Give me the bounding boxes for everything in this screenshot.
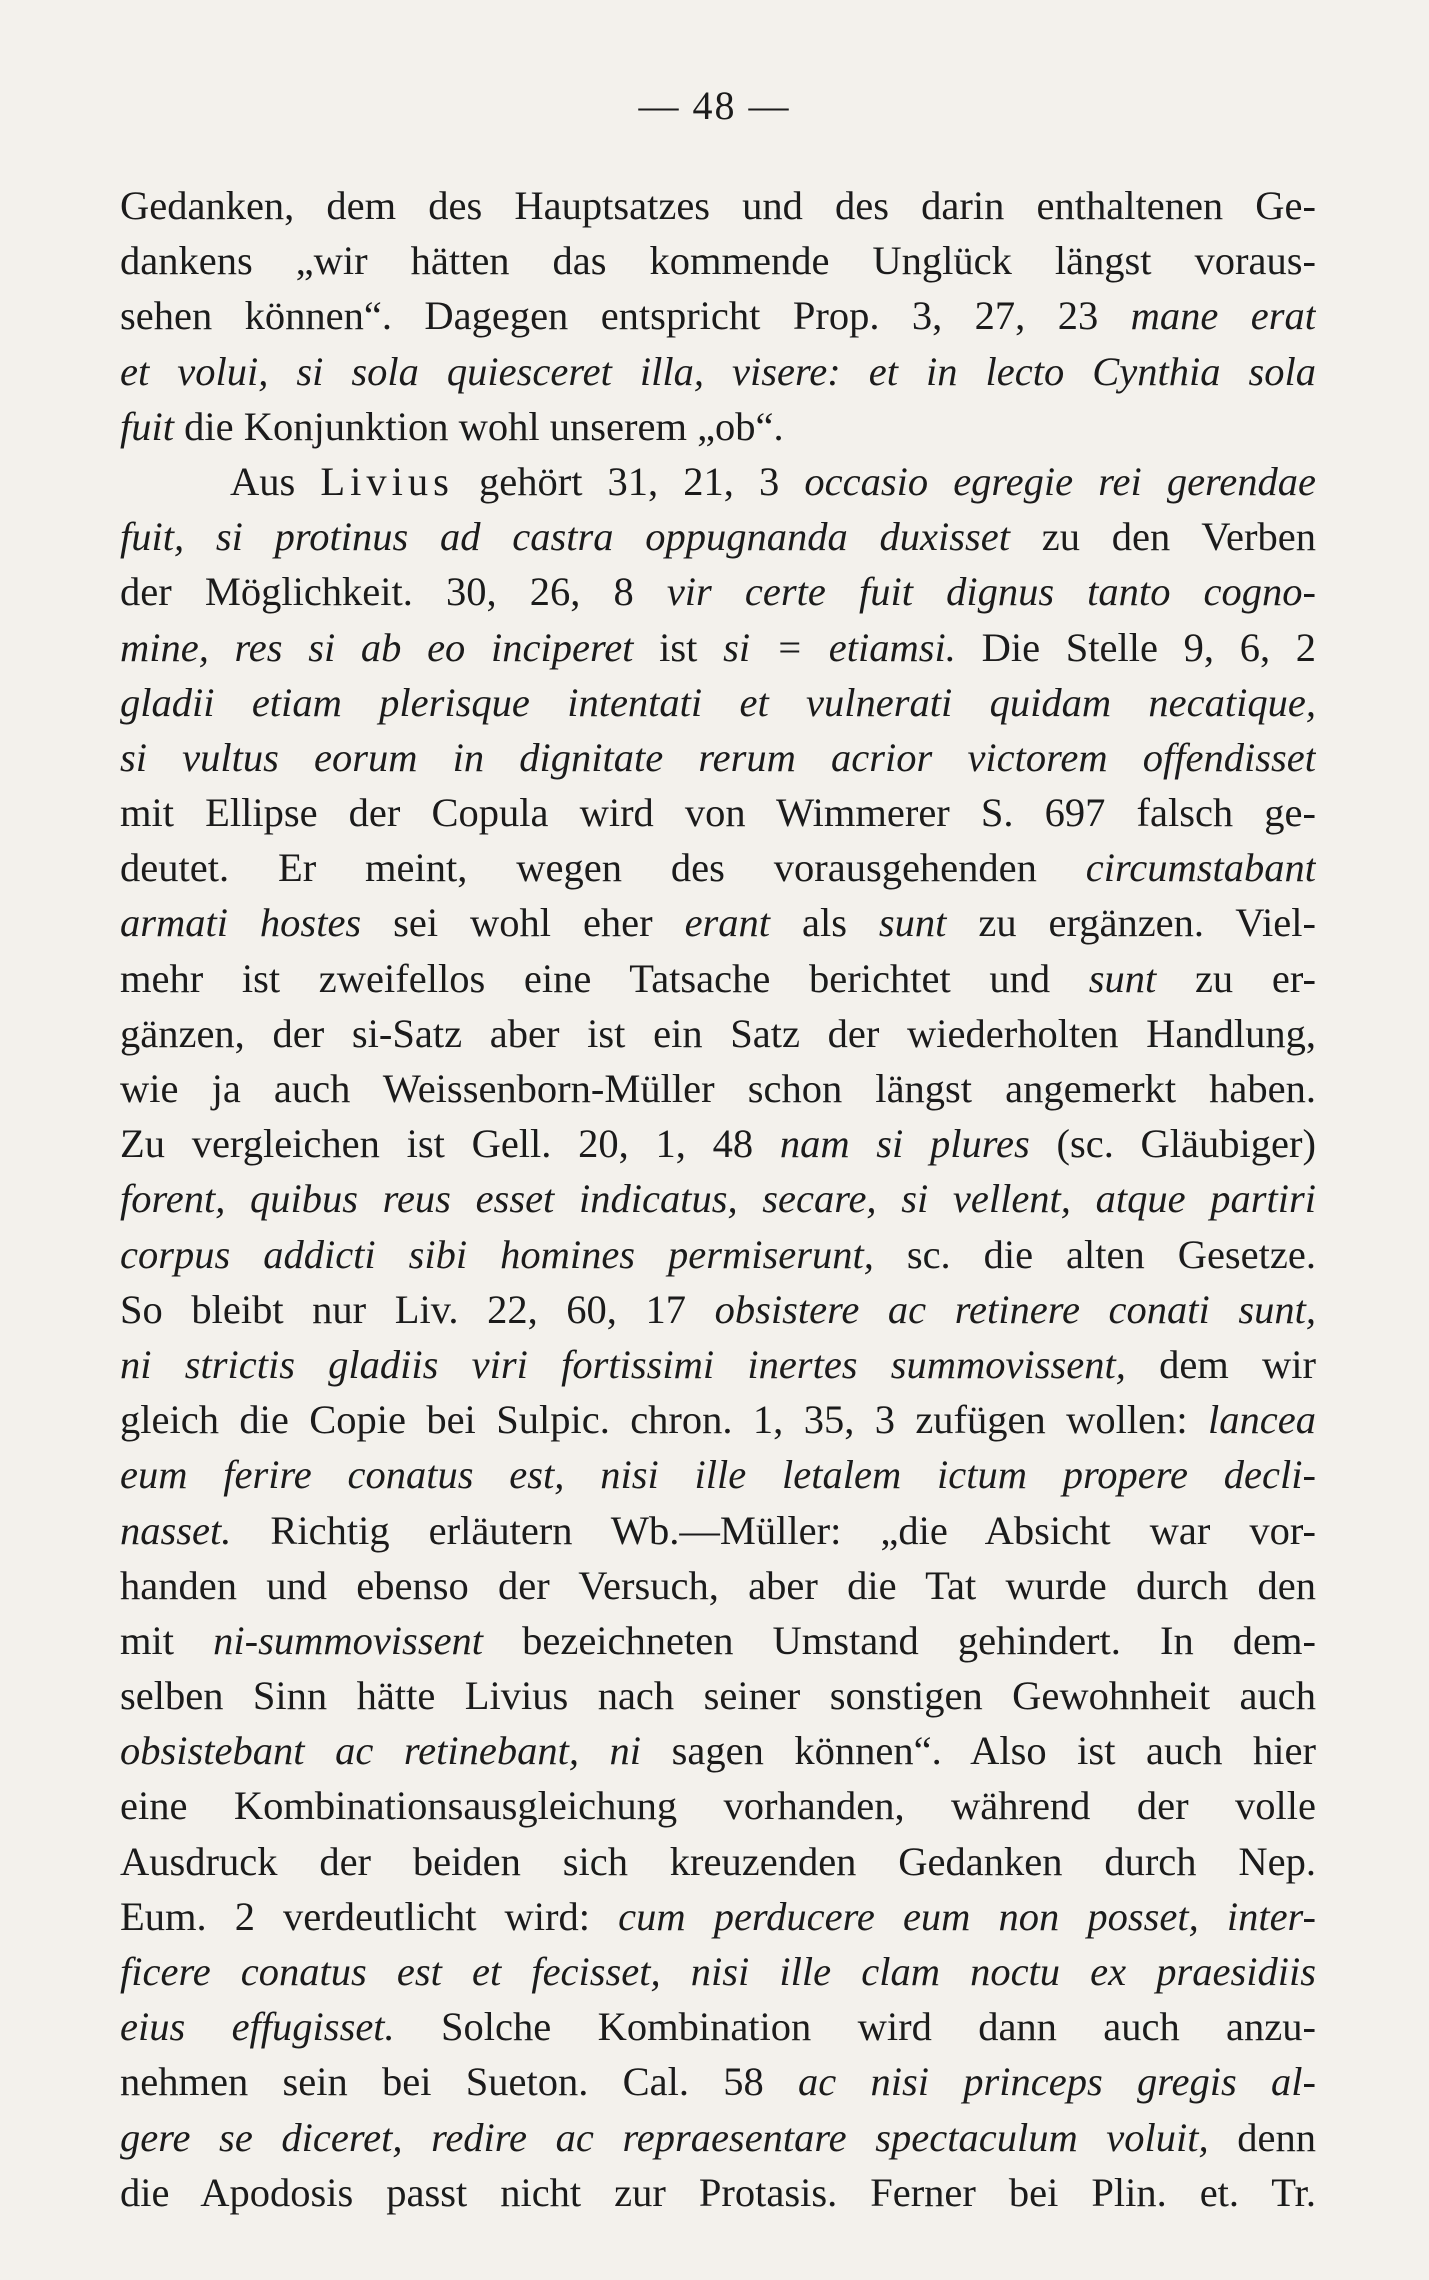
text-run: gänzen, der si-Satz aber ist ein Satz der wiederholten Handlung,: [120, 1010, 1316, 1056]
text-line: [120, 1337, 1316, 1392]
text-run: mit: [120, 1617, 214, 1663]
latin-quote: fuit, si protinus ad castra oppugnanda duxisset: [120, 514, 1011, 560]
text-run: als: [770, 900, 879, 946]
text-run: ist: [633, 624, 724, 670]
text-run: So bleibt nur Liv. 22, 60, 17: [120, 1286, 715, 1332]
text-line: [120, 2165, 1316, 2220]
text-line: [120, 1227, 1316, 1282]
text-run: Eum. 2 verdeutlicht wird:: [120, 1893, 619, 1939]
page-number: — 48 —: [638, 83, 791, 128]
text-line: [120, 1392, 1316, 1447]
author-name: Livius: [320, 458, 454, 504]
latin-quote: mine, res si ab eo inciperet: [120, 624, 634, 670]
text-line: [120, 399, 1316, 454]
text-line: [120, 1613, 1316, 1668]
text-line: [120, 1723, 1316, 1778]
latin-quote: erant: [684, 900, 771, 946]
latin-quote: ac nisi princeps gregis al-: [798, 2059, 1316, 2105]
text-run: die Konjunktion wohl unserem „ob“.: [174, 403, 784, 449]
text-run: sagen können“. Also ist auch hier: [641, 1728, 1316, 1774]
text-run: bezeichneten Umstand gehindert. In dem-: [483, 1617, 1316, 1663]
text-run: der Möglichkeit. 30, 26, 8: [120, 569, 667, 615]
text-run: selben Sinn hätte Livius nach seiner sonstigen Gewohnheit auch: [120, 1673, 1316, 1719]
text-run: gleich die Copie bei Sulpic. chron. 1, 35, 3 zufügen wollen:: [120, 1397, 1209, 1443]
text-line: [120, 1447, 1316, 1502]
text-run: sei wohl eher: [361, 900, 685, 946]
text-line: [120, 1778, 1316, 1833]
text-line: [120, 1889, 1316, 1944]
latin-quote: obsistere ac retinere conati sunt,: [714, 1286, 1316, 1332]
text-run: dem wir: [1125, 1341, 1316, 1387]
latin-quote: eum ferire conatus est, nisi ille letalem ictum propere decli-: [120, 1452, 1316, 1498]
latin-quote: gere se diceret, redire ac repraesentare spectaculum voluit,: [120, 2114, 1209, 2160]
text-line: [120, 895, 1316, 950]
text-run: deutet. Er meint, wegen des vorausgehenden: [120, 845, 1086, 891]
text-line: [120, 1116, 1316, 1171]
text-run: sehen können“. Dagegen entspricht Prop. 3, 27, 23: [120, 293, 1131, 339]
text-run: (sc. Gläubiger): [1029, 1121, 1316, 1167]
text-line: [120, 2110, 1316, 2165]
text-run: denn: [1208, 2114, 1316, 2160]
text-line: [120, 730, 1316, 785]
text-line: [120, 1171, 1316, 1226]
text-run: Aus: [230, 458, 321, 504]
latin-quote: obsistebant ac retinebant, ni: [120, 1728, 642, 1774]
latin-quote: lancea: [1208, 1397, 1316, 1443]
latin-quote: sunt: [878, 900, 947, 946]
text-line: [120, 1061, 1316, 1116]
text-line: [120, 951, 1316, 1006]
text-run: Solche Kombination wird dann auch anzu-: [394, 2004, 1316, 2050]
text-run: nehmen sein bei Sueton. Cal. 58: [120, 2059, 798, 2105]
text-run: Gedanken, dem des Hauptsatzes und des darin enthaltenen Ge-: [120, 183, 1316, 228]
latin-quote: circumstabant: [1085, 845, 1316, 891]
text-run: dankens „wir hätten das kommende Unglück längst voraus-: [120, 238, 1316, 284]
text-line: [120, 1834, 1316, 1889]
text-line: [120, 1006, 1316, 1061]
latin-quote: ficere conatus est et fecisset, nisi ille clam noctu ex praesidiis: [120, 1949, 1316, 1994]
latin-quote: mane erat: [1130, 293, 1316, 339]
text-line: [120, 454, 1316, 509]
text-run: zu ergänzen. Viel-: [946, 900, 1316, 946]
text-line: [120, 620, 1316, 675]
latin-quote: gladii etiam plerisque intentati et vulnerati quidam necatique,: [120, 679, 1316, 725]
latin-quote: vir certe fuit dignus tanto cogno-: [666, 569, 1316, 615]
latin-quote: eius effugisset.: [120, 2004, 395, 2050]
text-line: [120, 288, 1316, 343]
text-run: die Apodosis passt nicht zur Protasis. Ferner bei Plin. et. Tr.: [120, 2169, 1316, 2215]
latin-quote: nam si plures: [779, 1121, 1030, 1167]
latin-quote: occasio egregie rei gerendae: [804, 458, 1316, 504]
latin-quote: ni strictis gladiis viri fortissimi inertes summovissent,: [120, 1341, 1126, 1387]
text-run: Ausdruck der beiden sich kreuzenden Gedanken durch Nep.: [120, 1838, 1316, 1884]
latin-quote: sunt: [1088, 955, 1157, 1001]
latin-quote: et volui, si sola quiesceret illa, visere: et in lecto Cynthia sola: [120, 348, 1316, 394]
text-line: [120, 344, 1316, 399]
text-line: [120, 509, 1316, 564]
text-line: [120, 2054, 1316, 2109]
text-run: Richtig erläutern Wb.—Müller: „die Absicht war vor-: [231, 1507, 1316, 1553]
text-line: [120, 564, 1316, 619]
body-text: [120, 178, 1316, 2220]
latin-quote: forent, quibus reus esset indicatus, secare, si vellent, atque partiri: [120, 1176, 1316, 1222]
latin-quote: ni-summovissent: [213, 1617, 484, 1663]
text-run: eine Kombinationsausgleichung vorhanden, während der volle: [120, 1783, 1316, 1829]
text-run: handen und ebenso der Versuch, aber die Tat wurde durch den: [120, 1562, 1316, 1608]
text-run: zu er-: [1156, 955, 1316, 1001]
latin-quote: nasset.: [120, 1507, 232, 1553]
latin-quote: fuit: [120, 403, 175, 449]
latin-quote: si = etiamsi.: [723, 624, 956, 670]
text-line: [120, 1282, 1316, 1337]
text-line: [120, 840, 1316, 895]
text-line: [120, 1944, 1316, 1999]
text-run: gehört 31, 21, 3: [453, 458, 805, 504]
text-run: mit Ellipse der Copula wird von Wimmerer S. 697 falsch ge-: [120, 790, 1316, 836]
text-run: Zu vergleichen ist Gell. 20, 1, 48: [120, 1121, 780, 1167]
latin-quote: si vultus eorum in dignitate rerum acrior victorem offendisset: [120, 734, 1316, 780]
latin-quote: cum perducere eum non posset, inter-: [618, 1893, 1316, 1939]
text-line: [120, 1668, 1316, 1723]
text-line: [120, 1999, 1316, 2054]
text-run: mehr ist zweifellos eine Tatsache berichtet und: [120, 955, 1089, 1001]
latin-quote: armati hostes: [120, 900, 362, 946]
text-run: Die Stelle 9, 6, 2: [955, 624, 1316, 670]
text-run: zu den Verben: [1010, 514, 1316, 560]
text-line: [120, 233, 1316, 288]
text-run: sc. die alten Gesetze.: [873, 1231, 1316, 1277]
text-line: [120, 675, 1316, 730]
latin-quote: corpus addicti sibi homines permiserunt,: [120, 1231, 874, 1277]
text-line: [120, 785, 1316, 840]
text-line: [120, 1558, 1316, 1613]
text-run: wie ja auch Weissenborn-Müller schon längst angemerkt haben.: [120, 1066, 1316, 1111]
text-line: [120, 1503, 1316, 1558]
text-line: [120, 178, 1316, 233]
